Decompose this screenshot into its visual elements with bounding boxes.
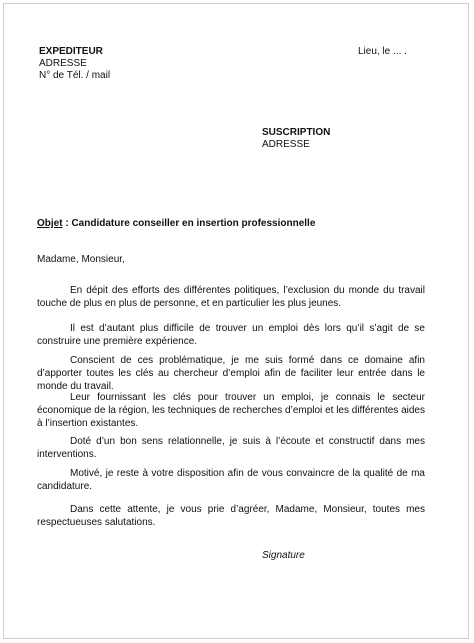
paragraph-3: Conscient de ces problématique, je me suis formé dans ce domaine afin d’apporter toutes les clés au chercheur d’emploi afin de faciliter leur entrée dans le monde du travail. xyxy=(37,355,425,392)
recipient-name: SUSCRIPTION xyxy=(262,127,331,138)
sender-address: ADRESSE xyxy=(39,58,87,69)
letter-page xyxy=(3,3,469,639)
subject-separator: : xyxy=(62,218,72,229)
paragraph-5: Doté d’un bon sens relationnelle, je suis à l’écoute et constructif dans mes interventions. xyxy=(37,436,425,460)
sender-name: EXPEDITEUR xyxy=(39,46,103,57)
recipient-address: ADRESSE xyxy=(262,139,310,150)
paragraph-1: En dépit des efforts des différentes politiques, l’exclusion du monde du travail touche de plus en plus de personne, et en particulier les plus jeunes. xyxy=(37,285,425,309)
subject-text: Candidature conseiller en insertion professionnelle xyxy=(71,218,316,229)
paragraph-4: Leur fournissant les clés pour trouver un emploi, je connais le secteur économique de la région, les techniques de recherches d’emploi et les différentes aides à l’insertion existantes. xyxy=(37,392,425,429)
subject-label: Objet xyxy=(37,218,63,229)
signature: Signature xyxy=(262,550,305,561)
paragraph-6: Motivé, je reste à votre disposition afin de vous convaincre de la qualité de ma candidature. xyxy=(37,468,425,492)
subject-line xyxy=(37,218,315,229)
place-date: Lieu, le ... . xyxy=(358,46,407,57)
salutation: Madame, Monsieur, xyxy=(37,254,125,265)
paragraph-2: Il est d’autant plus difficile de trouver un emploi dès lors qu’il s’agit de se construire une première expérience. xyxy=(37,323,425,347)
paragraph-7: Dans cette attente, je vous prie d’agréer, Madame, Monsieur, toutes mes respectueuses salutations. xyxy=(37,504,425,528)
sender-contact: N° de Tél. / mail xyxy=(39,70,111,81)
